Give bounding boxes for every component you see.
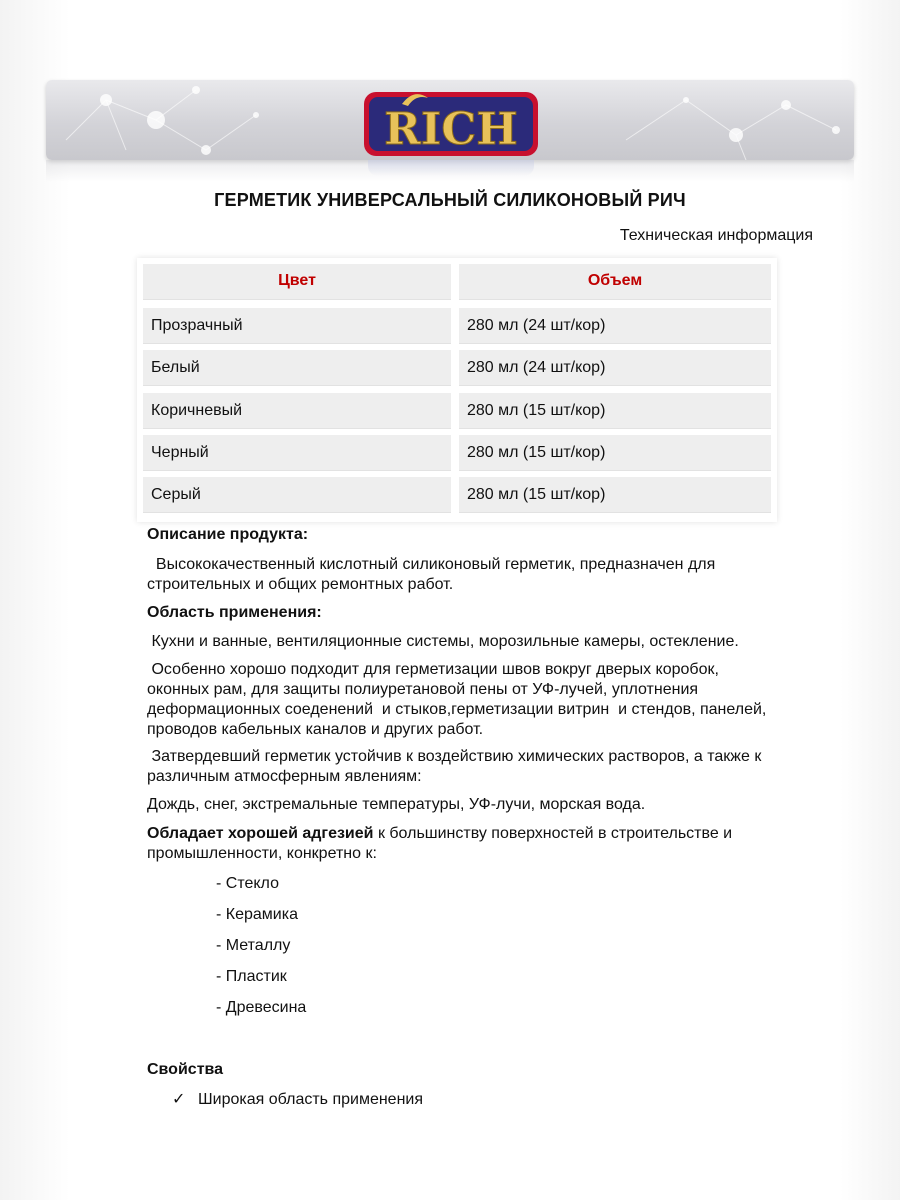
table-cell-volume: 280 мл (15 шт/кор) [459, 393, 771, 429]
table-cell-color: Коричневый [143, 393, 451, 429]
check-icon: ✓ [172, 1091, 186, 1108]
adhesion-bold: Обладает хорошей адгезией [147, 825, 374, 842]
application-paragraph-line: различным атмосферным явлениям: [147, 768, 422, 785]
adhesion-rest: к большинству поверхностей в строительстве и [373, 825, 733, 842]
table-cell-volume: 280 мл (15 шт/кор) [459, 477, 771, 513]
list-item: - Пластик [216, 968, 287, 985]
properties-item [172, 1090, 423, 1110]
description-line: Высококачественный кислотный силиконовый герметик, предназначен для [147, 556, 716, 573]
table-cell-volume: 280 мл (15 шт/кор) [459, 435, 771, 471]
list-item: - Керамика [216, 906, 298, 923]
application-conditions: Дождь, снег, экстремальные температуры, УФ-лучи, морская вода. [147, 796, 646, 813]
product-table [137, 258, 777, 522]
application-paragraph-line: Особенно хорошо подходит для герметизации швов вокруг дверых коробок, [147, 661, 719, 678]
table-cell-volume: 280 мл (24 шт/кор) [459, 350, 771, 386]
application-heading: Область применения: [147, 604, 322, 621]
properties-item-label: Широкая область применения [198, 1091, 424, 1108]
description-line: строительных и общих ремонтных работ. [147, 576, 454, 593]
page-subtitle: Техническая информация [619, 227, 813, 244]
table-cell-color: Белый [143, 350, 451, 386]
list-item: - Древесина [216, 999, 307, 1016]
rich-logo [362, 88, 540, 160]
application-paragraph-line: проводов кабельных каналов и других работ. [147, 721, 484, 738]
application-paragraph-line: Затвердевший герметик устойчив к воздействию химических растворов, а также к [147, 748, 762, 765]
application-paragraph-line: оконных рам, для защиты полиуретановой пены от УФ-лучей, уплотнения [147, 681, 699, 698]
table-header-volume: Объем [459, 264, 771, 300]
description-heading: Описание продукта: [147, 526, 309, 543]
logo-text: RICH [384, 104, 518, 155]
list-item: - Стекло [216, 875, 279, 892]
list-item: - Металлу [216, 937, 291, 954]
adhesion-line: промышленности, конкретно к: [147, 845, 377, 862]
table-cell-color: Черный [143, 435, 451, 471]
properties-heading: Свойства [147, 1061, 224, 1078]
application-paragraph: Кухни и ванные, вентиляционные системы, морозильные камеры, остекление. [147, 633, 739, 650]
table-cell-color: Прозрачный [143, 308, 451, 344]
table-cell-color: Серый [143, 477, 451, 513]
page-title: ГЕРМЕТИК УНИВЕРСАЛЬНЫЙ СИЛИКОНОВЫЙ РИЧ [214, 190, 686, 210]
application-paragraph-line: деформационных соеденений и стыков,герметизации витрин и стендов, панелей, [147, 701, 767, 718]
table-cell-volume: 280 мл (24 шт/кор) [459, 308, 771, 344]
table-header-color: Цвет [143, 264, 451, 300]
adhesion-line [147, 824, 827, 844]
logo-reflection [368, 160, 534, 176]
